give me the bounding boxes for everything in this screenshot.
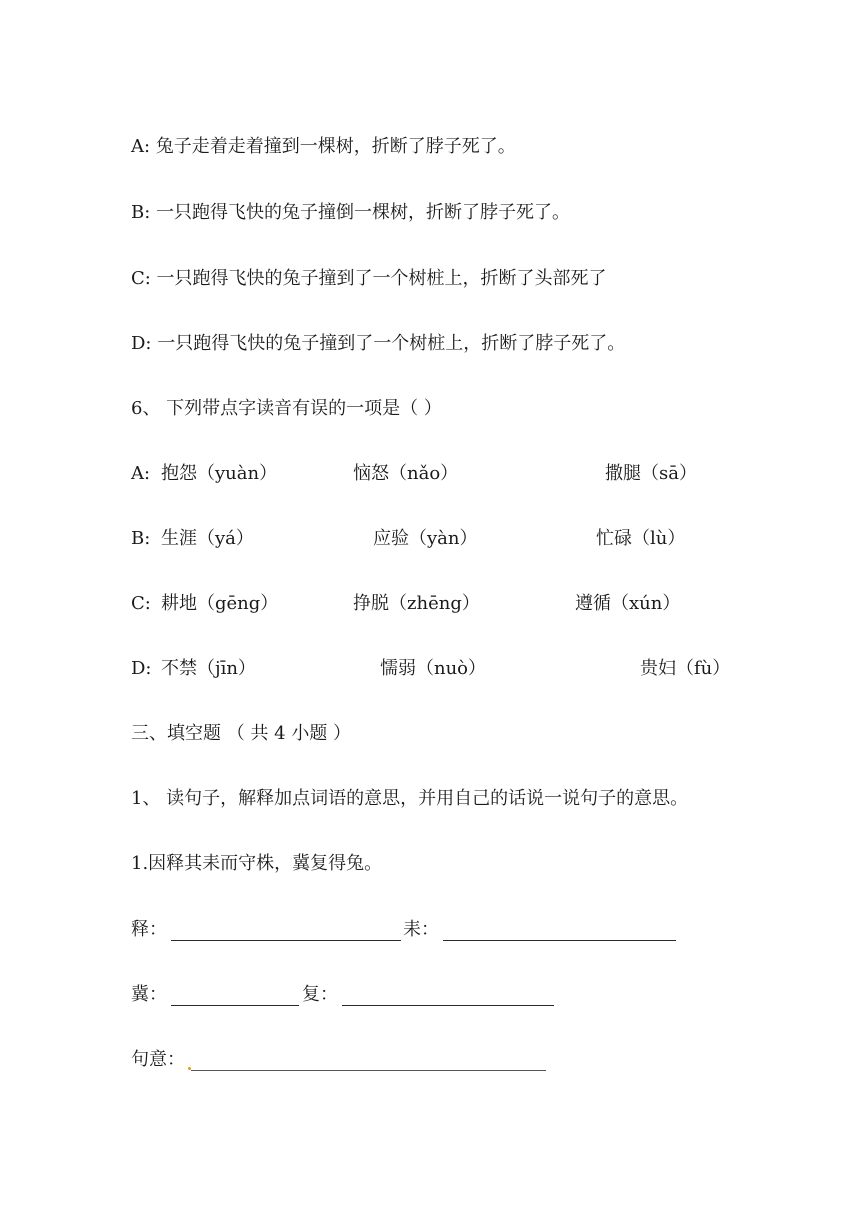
q6-row-d [131, 657, 751, 681]
section-heading: 三、填空题 （ 共 4 小题 ） [131, 723, 352, 744]
q6-item: 挣脱（zhēng） [353, 593, 480, 614]
q6-item: 生涯（yá） [161, 528, 254, 549]
q5-option-c: C: 一只跑得飞快的兔子撞到了一个树桩上，折断了头部死了 [131, 268, 607, 289]
lei-label: 耒： [403, 919, 439, 940]
q6-stem: 6、 下列带点字读音有误的一项是（ ） [131, 398, 442, 419]
q6-item: 遵循（xún） [575, 593, 681, 614]
q6-row-b [131, 527, 751, 551]
q6-item: 抱怨（yuàn） [161, 463, 278, 484]
answer-row-juyi [131, 1048, 691, 1072]
q6-row-c [131, 592, 751, 616]
q6-item: 应验（yàn） [373, 528, 478, 549]
ji-answer-blank[interactable] [171, 983, 299, 1006]
shi-answer-blank[interactable] [171, 918, 401, 941]
q6-item: 懦弱（nuò） [380, 658, 487, 679]
answer-row-shi-lei [131, 918, 691, 942]
q5-option-a: A: 兔子走着走着撞到一棵树，折断了脖子死了。 [131, 136, 516, 157]
q6-item: 恼怒（nǎo） [353, 463, 459, 484]
q6-item: 耕地（gēng） [161, 593, 279, 614]
q6-row-label: B: [131, 528, 151, 549]
juyi-answer-blank[interactable] [191, 1048, 546, 1071]
q6-row-label: A: [131, 463, 151, 484]
ji-label: 冀： [131, 984, 167, 1005]
lei-answer-blank[interactable] [443, 918, 676, 941]
q1-stem: 1、 读句子，解释加点词语的意思，并用自己的话说一说句子的意思。 [131, 788, 689, 809]
fu-answer-blank[interactable] [342, 983, 554, 1006]
classical-sentence: 1.因释其耒而守株，冀复得兔。 [131, 853, 383, 874]
q6-item: 不禁（jīn） [161, 658, 256, 679]
fu-label: 复： [302, 984, 338, 1005]
juyi-label: 句意： [131, 1049, 185, 1070]
q5-option-d: D: 一只跑得飞快的兔子撞到了一个树桩上，折断了脖子死了。 [131, 333, 626, 354]
answer-row-ji-fu [131, 983, 691, 1007]
q6-row-label: C: [131, 593, 151, 614]
q6-item: 忙碌（lù） [596, 528, 686, 549]
q6-item: 贵妇（fù） [640, 658, 731, 679]
shi-label: 释： [131, 919, 167, 940]
q6-row-label: D: [131, 658, 152, 679]
q5-option-b: B: 一只跑得飞快的兔子撞倒一棵树，折断了脖子死了。 [131, 202, 571, 223]
q6-row-a [131, 462, 751, 486]
q6-item: 撒腿（sā） [605, 463, 697, 484]
